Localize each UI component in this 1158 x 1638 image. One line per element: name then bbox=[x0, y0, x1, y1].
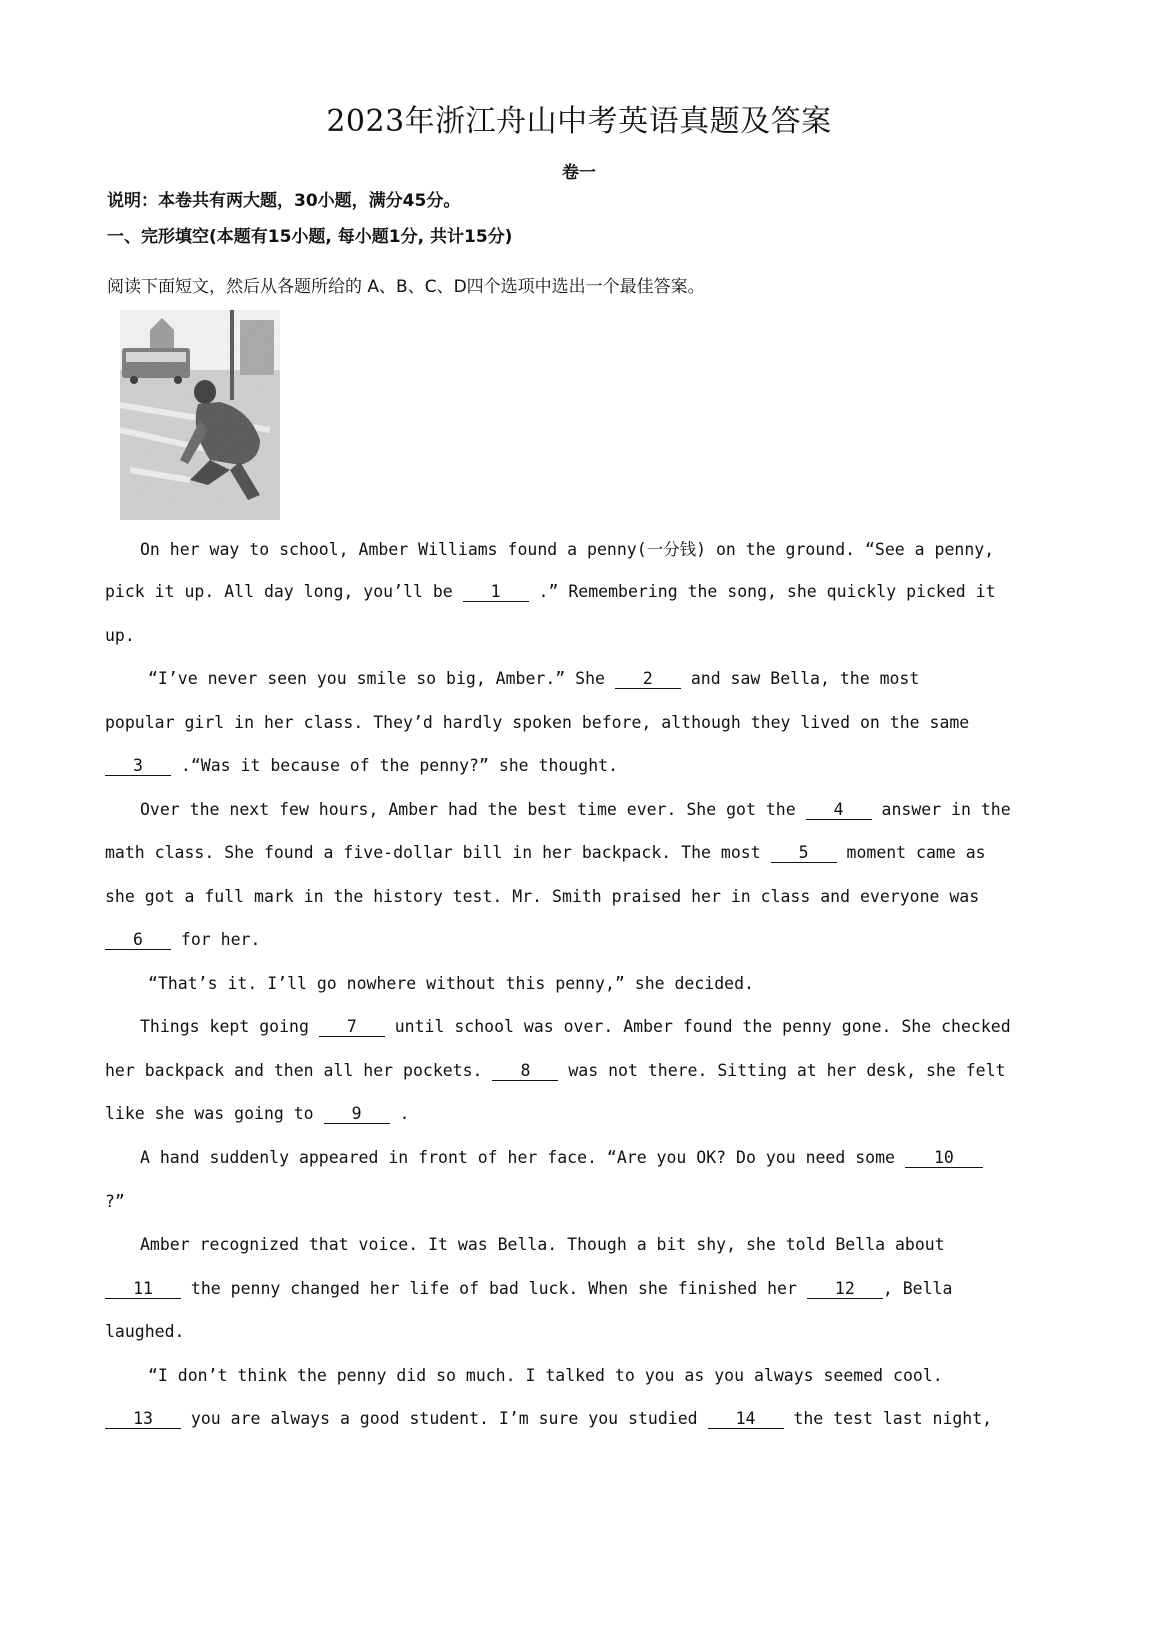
passage-line-20: “I don’t think the penny did so much. I talked to you as you always seemed cool. bbox=[148, 1366, 943, 1385]
blank-13: 13 bbox=[105, 1410, 181, 1429]
passage-line-10 bbox=[105, 930, 1055, 950]
passage-line-21 bbox=[105, 1409, 1055, 1429]
blank-8: 8 bbox=[492, 1062, 558, 1081]
passage-line-19: laughed. bbox=[105, 1322, 185, 1341]
passage-line-9: she got a full mark in the history test. Mr. Smith praised her in class and everyone was bbox=[105, 887, 980, 906]
text-segment: like she was going to bbox=[105, 1104, 324, 1123]
text-segment: until school was over. Amber found the penny gone. She checked bbox=[384, 1017, 1011, 1036]
blank-1: 1 bbox=[463, 583, 529, 602]
text-segment: , Bella bbox=[882, 1279, 953, 1298]
text-segment: was not there. Sitting at her desk, she felt bbox=[558, 1061, 1006, 1080]
passage-line-15 bbox=[140, 1148, 1090, 1168]
passage-line-14 bbox=[105, 1104, 1055, 1124]
exam-note: 说明：本卷共有两大题，30小题，满分45分。 bbox=[107, 191, 461, 211]
text-segment: you are always a good student. I’m sure you studied bbox=[181, 1409, 708, 1428]
passage-line-16: ?” bbox=[105, 1192, 125, 1211]
story-illustration bbox=[120, 310, 280, 520]
blank-2: 2 bbox=[615, 670, 681, 689]
passage-line-2 bbox=[105, 582, 1055, 602]
passage-line-3: up. bbox=[105, 626, 135, 645]
passage-line-18 bbox=[105, 1279, 1055, 1299]
text-segment: .“Was it because of the penny?” she thought. bbox=[171, 756, 619, 775]
passage-line-7 bbox=[140, 800, 1090, 820]
passage-line-12 bbox=[140, 1017, 1090, 1037]
blank-14: 14 bbox=[708, 1410, 784, 1429]
instruction-text: 阅读下面短文，然后从各题所给的 A、B、C、D四个选项中选出一个最佳答案。 bbox=[107, 277, 705, 297]
blank-11: 11 bbox=[105, 1280, 181, 1299]
text-segment: the penny changed her life of bad luck. When she finished her bbox=[181, 1279, 807, 1298]
passage-line-17: Amber recognized that voice. It was Bella. Though a bit shy, she told Bella about bbox=[140, 1235, 945, 1254]
passage-line-13 bbox=[105, 1061, 1055, 1081]
blank-9: 9 bbox=[324, 1105, 390, 1124]
blank-10: 10 bbox=[905, 1149, 983, 1168]
passage-line-11: “That’s it. I’ll go nowhere without this penny,” she decided. bbox=[148, 974, 754, 993]
text-segment: for her. bbox=[171, 930, 261, 949]
text-segment: moment came as bbox=[836, 843, 986, 862]
blank-5: 5 bbox=[771, 844, 837, 863]
passage-line-4 bbox=[148, 669, 1098, 689]
blank-4: 4 bbox=[806, 801, 872, 820]
blank-6: 6 bbox=[105, 931, 171, 950]
text-segment: answer in the bbox=[871, 800, 1011, 819]
passage-line-8 bbox=[105, 843, 1055, 863]
text-segment: the test last night, bbox=[783, 1409, 993, 1428]
section-heading: 一、完形填空(本题有15小题, 每小题1分, 共计15分) bbox=[107, 227, 513, 247]
blank-7: 7 bbox=[319, 1018, 385, 1037]
document-subtitle: 卷一 bbox=[562, 163, 596, 183]
passage-line-1: On her way to school, Amber Williams found a penny(一分钱) on the ground. “See a penny, bbox=[140, 540, 995, 559]
text-segment: . bbox=[389, 1104, 410, 1123]
text-segment: and saw Bella, the most bbox=[680, 669, 920, 688]
blank-12: 12 bbox=[807, 1280, 883, 1299]
document-title: 2023年浙江舟山中考英语真题及答案 bbox=[326, 104, 832, 139]
text-segment: .” Remembering the song, she quickly picked it bbox=[528, 582, 996, 601]
text-segment: her backpack and then all her pockets. bbox=[105, 1061, 493, 1080]
text-segment: math class. She found a five-dollar bill in her backpack. The most bbox=[105, 843, 771, 862]
text-segment: pick it up. All day long, you’ll be bbox=[105, 582, 463, 601]
text-segment: “I’ve never seen you smile so big, Amber.” She bbox=[148, 669, 615, 688]
passage-line-5: popular girl in her class. They’d hardly spoken before, although they lived on the same bbox=[105, 713, 970, 732]
text-segment: Over the next few hours, Amber had the best time ever. She got the bbox=[140, 800, 806, 819]
text-segment: Things kept going bbox=[140, 1017, 319, 1036]
text-segment: A hand suddenly appeared in front of her face. “Are you OK? Do you need some bbox=[140, 1148, 905, 1167]
blank-3: 3 bbox=[105, 757, 171, 776]
passage-line-6 bbox=[105, 756, 1055, 776]
